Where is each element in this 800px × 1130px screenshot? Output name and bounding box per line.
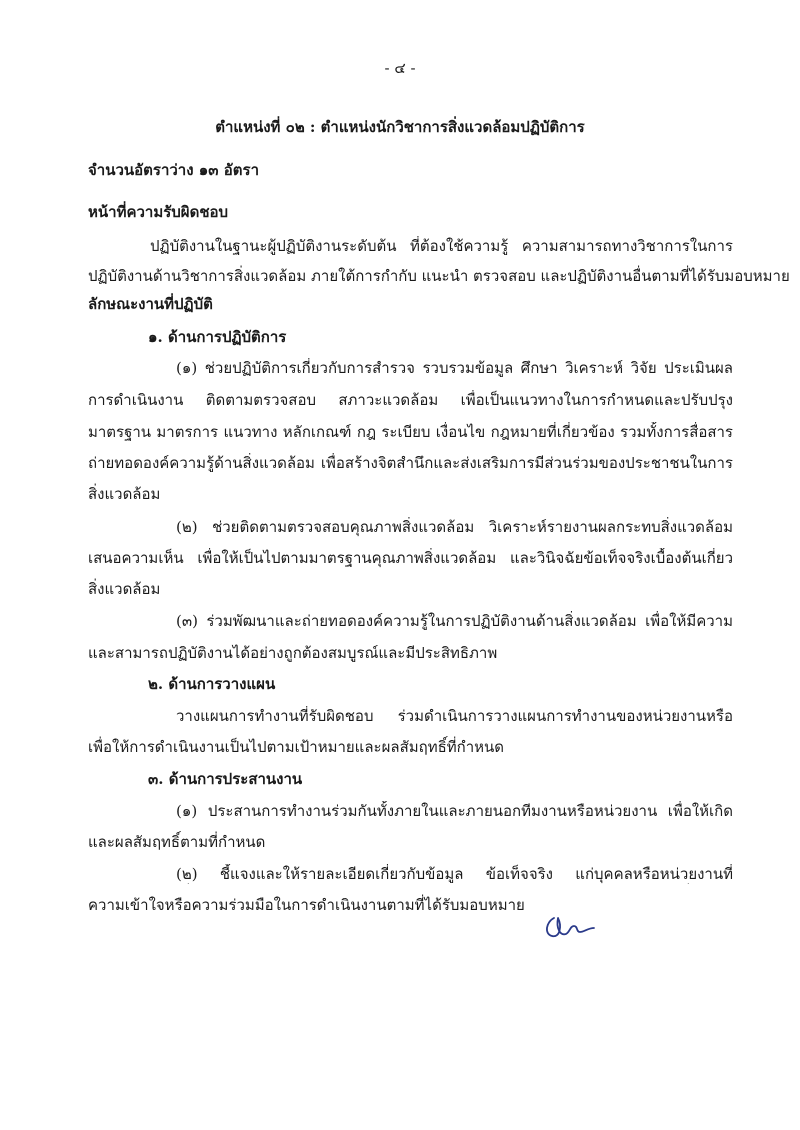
page-number: - ๔ - — [384, 59, 416, 77]
section3-heading: ๓. ด้านการประสานงาน — [148, 770, 303, 788]
section1-item2-line-2: เสนอความเห็น เพื่อให้เป็นไปตามมาตรฐานคุณภาพสิ่งแวดล้อม และวินิจฉัยข้อเท็จจริงเบื้องต้นเกี่ยว — [88, 549, 733, 567]
duties-heading: หน้าที่ความรับผิดชอบ — [88, 203, 229, 221]
section3-item1-line-2: และผลสัมฤทธิ์ตามที่กำหนด — [88, 833, 266, 851]
position-title: ตำแหน่งที่ ๐๒ : ตำแหน่งนักวิชาการสิ่งแวดล้อมปฏิบัติการ — [215, 118, 585, 136]
duties-text-line-2: ปฏิบัติงานด้านวิชาการสิ่งแวดล้อม ภายใต้การกำกับ แนะนำ ตรวจสอบ และปฏิบัติงานอื่นตามที่ได้รับมอบหมาย — [88, 267, 790, 285]
section1-item3-line-2: และสามารถปฏิบัติงานได้อย่างถูกต้องสมบูรณ์และมีประสิทธิภาพ — [88, 644, 498, 662]
section2-line-2: เพื่อให้การดำเนินงานเป็นไปตามเป้าหมายและผลสัมฤทธิ์ที่กำหนด — [88, 738, 505, 756]
section1-item1-line-4: ถ่ายทอดองค์ความรู้ด้านสิ่งแวดล้อม เพื่อสร้างจิตสำนึกและส่งเสริมการมีส่วนร่วมของประชาชนในการ — [88, 454, 733, 472]
work-heading: ลักษณะงานที่ปฏิบัติ — [88, 295, 213, 313]
section1-item1-line-1: (๑) ช่วยปฏิบัติการเกี่ยวกับการสำรวจ รวบรวมข้อมูล ศึกษา วิเคราะห์ วิจัย ประเมินผล — [176, 359, 733, 377]
handwritten-signature — [540, 908, 600, 948]
section1-item1-line-5: สิ่งแวดล้อม — [88, 485, 161, 503]
section1-item3-line-1: (๓) ร่วมพัฒนาและถ่ายทอดองค์ความรู้ในการปฏิบัติงานด้านสิ่งแวดล้อม เพื่อให้มีความ — [176, 612, 733, 630]
duties-text-line-1: ปฏิบัติงานในฐานะผู้ปฏิบัติงานระดับต้น ที่ต้องใช้ความรู้ ความสามารถทางวิชาการในการ — [150, 237, 733, 255]
vacancy-count: จำนวนอัตราว่าง ๑๓ อัตรา — [88, 161, 259, 179]
section1-item2-line-3: สิ่งแวดล้อม — [88, 580, 161, 598]
section3-item1-line-1: (๑) ประสานการทำงานร่วมกันทั้งภายในและภายนอกทีมงานหรือหน่วยงาน เพื่อให้เกิด — [176, 802, 733, 820]
section3-item2-line-2: ความเข้าใจหรือความร่วมมือในการดำเนินงานตามที่ได้รับมอบหมาย — [88, 896, 525, 914]
section1-item2-line-1: (๒) ช่วยติดตามตรวจสอบคุณภาพสิ่งแวดล้อม วิเคราะห์รายงานผลกระทบสิ่งแวดล้อม — [176, 518, 733, 536]
section1-heading: ๑. ด้านการปฏิบัติการ — [148, 328, 287, 346]
section2-line-1: วางแผนการทำงานที่รับผิดชอบ ร่วมดำเนินการวางแผนการทำงานของหน่วยงานหรือ — [176, 707, 733, 725]
section2-heading: ๒. ด้านการวางแผน — [148, 675, 276, 693]
section1-item1-line-3: มาตรฐาน มาตรการ แนวทาง หลักเกณฑ์ กฎ ระเบียบ เงื่อนไข กฎหมายที่เกี่ยวข้อง รวมทั้งการสื่อสาร — [88, 423, 733, 441]
section3-item2-line-1: (๒) ชี้แจงและให้รายละเอียดเกี่ยวกับข้อมูล ข้อเท็จจริง แก่บุคคลหรือหน่วยงานที่ — [176, 865, 733, 883]
section1-item1-line-2: การดำเนินงาน ติดตามตรวจสอบ สภาวะแวดล้อม เพื่อเป็นแนวทางในการกำหนดและปรับปรุง — [88, 391, 733, 409]
